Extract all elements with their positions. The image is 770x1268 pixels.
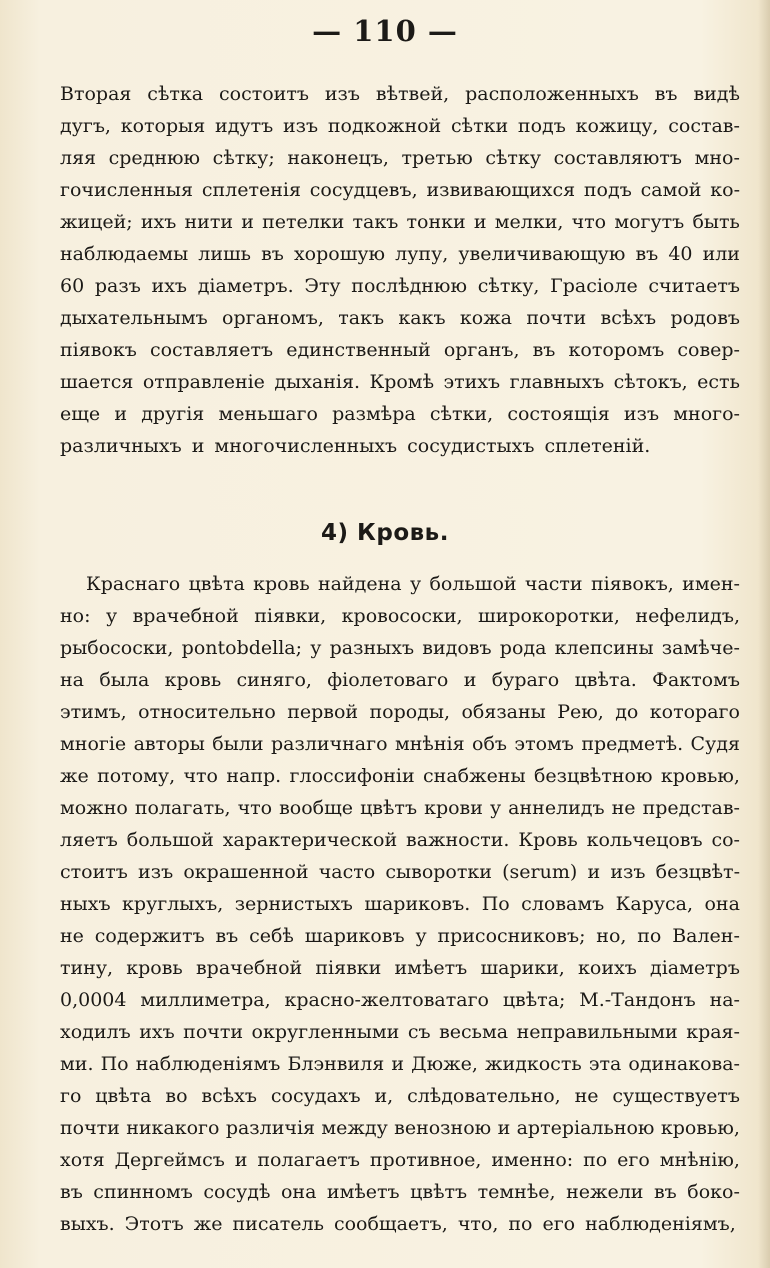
text-line: піявокъ составляетъ единственный органъ, въ которомъ совер- (60, 339, 740, 361)
text-line: хотя Дергеймсъ и полагаетъ противное, именно: по его мнѣнію, (60, 1149, 740, 1171)
text-line: ныхъ круглыхъ, зернистыхъ шариковъ. По словамъ Каруса, она (60, 893, 740, 915)
text-line: еще и другія меньшаго размѣра сѣтки, состоящія изъ много- (60, 403, 740, 425)
text-line: го цвѣта во всѣхъ сосудахъ и, слѣдовательно, не существуетъ (60, 1085, 740, 1107)
text-line: на была кровь синяго, фіолетоваго и бураго цвѣта. Фактомъ (60, 669, 740, 691)
text-line: тину, кровь врачебной піявки имѣетъ шарики, коихъ діаметръ (60, 957, 740, 979)
text-line: этимъ, относительно первой породы, обязаны Рею, до котораго (60, 701, 740, 723)
text-line: въ спинномъ сосудѣ она имѣетъ цвѣтъ темнѣе, нежели въ боко- (60, 1181, 740, 1203)
text-line: но: у врачебной піявки, кровососки, широкоротки, нефелидъ, (60, 605, 740, 627)
text-line: ходилъ ихъ почти округленными съ весьма неправильными края- (60, 1021, 740, 1043)
text-line: рыбососки, pontobdella; у разныхъ видовъ рода клепсины замѣче- (60, 637, 740, 659)
text-line: 60 разъ ихъ діаметръ. Эту послѣднюю сѣтку, Грасіоле считаетъ (60, 275, 740, 297)
text-line: гочисленныя сплетенія сосудцевъ, извивающихся подъ самой ко- (60, 179, 740, 201)
text-line: различныхъ и многочисленныхъ сосудистыхъ сплетеній. (60, 435, 651, 457)
text-line: шается отправленіе дыханія. Кромѣ этихъ главныхъ сѣтокъ, есть (60, 371, 740, 393)
text-line: же потому, что напр. глоссифоніи снабжены безцвѣтною кровью, (60, 765, 740, 787)
text-line: почти никакого различія между венозною и артеріальною кровью, (60, 1117, 740, 1139)
text-line: жицей; ихъ нити и петелки такъ тонки и мелки, что могутъ быть (60, 211, 740, 233)
text-line: стоитъ изъ окрашенной часто сыворотки (serum) и изъ безцвѣт- (60, 861, 740, 883)
text-line: ляетъ большой характерической важности. Кровь кольчецовъ со- (60, 829, 740, 851)
text-line: Вторая сѣтка состоитъ изъ вѣтвей, расположенныхъ въ видѣ (60, 83, 740, 105)
text-line: многіе авторы были различнаго мнѣнія объ этомъ предметѣ. Судя (60, 733, 740, 755)
text-line: можно полагать, что вообще цвѣтъ крови у аннелидъ не представ- (60, 797, 740, 819)
paragraph-1 (60, 78, 740, 462)
text-line: выхъ. Этотъ же писатель сообщаетъ, что, по его наблюденіямъ, (60, 1213, 736, 1235)
text-line: наблюдаемы лишь въ хорошую лупу, увеличивающую въ 40 или (60, 243, 740, 265)
text-line: ляя среднюю сѣтку; наконецъ, третью сѣтку составляютъ мно- (60, 147, 740, 169)
text-line: Краснаго цвѣта кровь найдена у большой части піявокъ, имен- (86, 573, 740, 595)
text-line: ми. По наблюденіямъ Блэнвиля и Дюже, жидкость эта одинакова- (60, 1053, 740, 1075)
page-number: — 110 — (312, 14, 458, 48)
paragraph-2 (60, 568, 740, 1240)
section-heading: 4) Кровь. (321, 520, 449, 546)
text-line: дыхательнымъ органомъ, такъ какъ кожа почти всѣхъ родовъ (60, 307, 740, 329)
text-line: дугъ, которыя идутъ изъ подкожной сѣтки подъ кожицу, состав- (60, 115, 740, 137)
page-edge-shadow (758, 0, 770, 1268)
text-line: не содержитъ въ себѣ шариковъ у присосниковъ; но, по Вален- (60, 925, 740, 947)
text-line: 0,0004 миллиметра, красно-желтоватаго цвѣта; М.-Тандонъ на- (60, 989, 740, 1011)
